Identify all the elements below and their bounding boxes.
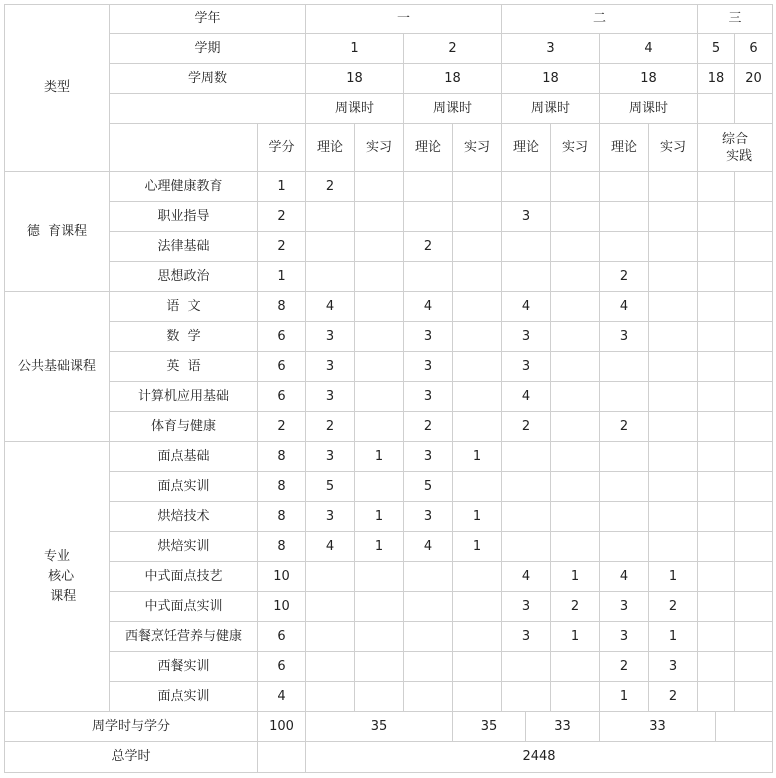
- practice-hours-cell: 1: [453, 532, 502, 562]
- theory-hours-cell: [600, 172, 649, 202]
- course-credit: 8: [258, 532, 306, 562]
- theory-hours-cell: [600, 232, 649, 262]
- course-name: 中式面点实训: [110, 592, 258, 622]
- weekly-total-value: 35: [306, 712, 453, 742]
- comprehensive-cell: [735, 592, 773, 622]
- theory-hours-cell: 3: [404, 502, 453, 532]
- practice-hours-cell: [453, 412, 502, 442]
- theory-hours-cell: [404, 202, 453, 232]
- comprehensive-cell: [698, 622, 735, 652]
- theory-hours-cell: [306, 562, 355, 592]
- practice-hours-cell: [649, 262, 698, 292]
- comprehensive-cell: [698, 442, 735, 472]
- blank-header-cell: [110, 94, 306, 124]
- weeks-sem-3: 18: [502, 64, 600, 94]
- theory-hours-cell: 4: [502, 382, 551, 412]
- practice-hours-cell: 1: [355, 532, 404, 562]
- theory-hours-cell: [600, 442, 649, 472]
- comprehensive-cell: [698, 382, 735, 412]
- course-credit: 2: [258, 202, 306, 232]
- comprehensive-cell: [735, 472, 773, 502]
- practice-hours-cell: [355, 292, 404, 322]
- practice-hours-cell: [453, 652, 502, 682]
- blank-footer-cell: [258, 742, 306, 773]
- practice-header: 实习: [551, 124, 600, 172]
- practice-hours-cell: [551, 472, 600, 502]
- semester-4: 4: [600, 34, 698, 64]
- practice-hours-cell: [551, 382, 600, 412]
- practice-hours-cell: 3: [649, 652, 698, 682]
- practice-hours-cell: [355, 472, 404, 502]
- weekly-hours-label: 周课时: [502, 94, 600, 124]
- practice-hours-cell: 1: [649, 562, 698, 592]
- comprehensive-cell: [735, 682, 773, 712]
- semester-3: 3: [502, 34, 600, 64]
- theory-hours-cell: 1: [600, 682, 649, 712]
- theory-hours-cell: 4: [502, 292, 551, 322]
- course-name: 体育与健康: [110, 412, 258, 442]
- practice-hours-cell: [551, 322, 600, 352]
- semester-6: 6: [735, 34, 773, 64]
- theory-hours-cell: 3: [600, 622, 649, 652]
- practice-hours-cell: 1: [355, 442, 404, 472]
- comprehensive-cell: [735, 292, 773, 322]
- theory-hours-cell: [306, 592, 355, 622]
- course-name: 语 文: [110, 292, 258, 322]
- course-credit: 6: [258, 352, 306, 382]
- course-credit: 4: [258, 682, 306, 712]
- course-credit: 1: [258, 262, 306, 292]
- total-hours-value: 2448: [306, 742, 773, 773]
- comprehensive-cell: [735, 382, 773, 412]
- weekly-hours-label: 周课时: [404, 94, 502, 124]
- theory-hours-cell: [502, 682, 551, 712]
- practice-hours-cell: [649, 292, 698, 322]
- theory-hours-cell: 2: [306, 412, 355, 442]
- comprehensive-cell: [735, 172, 773, 202]
- theory-hours-cell: 3: [600, 322, 649, 352]
- theory-hours-cell: 3: [404, 352, 453, 382]
- course-name: 职业指导: [110, 202, 258, 232]
- comprehensive-cell: [698, 262, 735, 292]
- practice-hours-cell: [649, 172, 698, 202]
- course-name: 中式面点技艺: [110, 562, 258, 592]
- theory-hours-cell: 2: [404, 412, 453, 442]
- practice-hours-cell: [551, 172, 600, 202]
- theory-header: 理论: [404, 124, 453, 172]
- practice-hours-cell: [551, 232, 600, 262]
- theory-hours-cell: 4: [502, 562, 551, 592]
- practice-hours-cell: 2: [649, 682, 698, 712]
- course-credit: 6: [258, 322, 306, 352]
- weekly-total-credit: 100: [258, 712, 306, 742]
- course-credit: 8: [258, 292, 306, 322]
- course-name: 烘焙实训: [110, 532, 258, 562]
- comprehensive-cell: [698, 352, 735, 382]
- weekly-total-value: 33: [526, 712, 600, 742]
- practice-hours-cell: [551, 532, 600, 562]
- practice-hours-cell: 1: [453, 502, 502, 532]
- course-name: 英 语: [110, 352, 258, 382]
- comprehensive-cell: [735, 562, 773, 592]
- year-1: 一: [306, 4, 502, 34]
- comprehensive-cell: [698, 292, 735, 322]
- practice-hours-cell: [355, 592, 404, 622]
- semester-1: 1: [306, 34, 404, 64]
- course-credit: 1: [258, 172, 306, 202]
- practice-hours-cell: [453, 322, 502, 352]
- theory-header: 理论: [306, 124, 355, 172]
- course-name: 法律基础: [110, 232, 258, 262]
- practice-hours-cell: [453, 622, 502, 652]
- practice-header: 实习: [355, 124, 404, 172]
- practice-hours-cell: [453, 562, 502, 592]
- course-credit: 6: [258, 382, 306, 412]
- comprehensive-cell: [735, 412, 773, 442]
- theory-hours-cell: [306, 232, 355, 262]
- theory-hours-cell: 3: [306, 442, 355, 472]
- course-credit: 2: [258, 412, 306, 442]
- weeks-sem-4: 18: [600, 64, 698, 94]
- comprehensive-cell: [735, 622, 773, 652]
- theory-hours-cell: [306, 202, 355, 232]
- course-name: 面点实训: [110, 682, 258, 712]
- credit-header: 学分: [258, 124, 306, 172]
- theory-hours-cell: [502, 652, 551, 682]
- practice-hours-cell: [355, 322, 404, 352]
- practice-hours-cell: [453, 682, 502, 712]
- practice-hours-cell: 1: [453, 442, 502, 472]
- theory-hours-cell: 2: [600, 262, 649, 292]
- practice-hours-cell: [649, 232, 698, 262]
- comprehensive-cell: [698, 412, 735, 442]
- theory-hours-cell: 3: [600, 592, 649, 622]
- weeks-sem-5: 18: [698, 64, 735, 94]
- comprehensive-cell: [698, 322, 735, 352]
- theory-hours-cell: [306, 262, 355, 292]
- theory-hours-cell: 4: [404, 532, 453, 562]
- theory-hours-cell: [600, 202, 649, 232]
- theory-header: 理论: [600, 124, 649, 172]
- weekly-hours-label: 周课时: [306, 94, 404, 124]
- course-credit: 10: [258, 592, 306, 622]
- practice-hours-cell: [551, 682, 600, 712]
- blank-footer-cell: [716, 712, 773, 742]
- weeks-sem-2: 18: [404, 64, 502, 94]
- theory-hours-cell: 3: [404, 442, 453, 472]
- practice-hours-cell: [649, 412, 698, 442]
- practice-hours-cell: [649, 442, 698, 472]
- semester-label: 学期: [110, 34, 306, 64]
- weeks-sem-6: 20: [735, 64, 773, 94]
- practice-header: 实习: [453, 124, 502, 172]
- practice-hours-cell: 1: [649, 622, 698, 652]
- practice-hours-cell: [355, 262, 404, 292]
- comprehensive-cell: [735, 202, 773, 232]
- practice-hours-cell: [453, 232, 502, 262]
- theory-hours-cell: 5: [404, 472, 453, 502]
- theory-hours-cell: [404, 592, 453, 622]
- blank-header-cell: [110, 124, 258, 172]
- blank-header-cell: [735, 94, 773, 124]
- course-name: 面点实训: [110, 472, 258, 502]
- practice-hours-cell: [453, 292, 502, 322]
- comprehensive-practice-header: 综合 实践: [698, 124, 773, 172]
- practice-hours-cell: [649, 532, 698, 562]
- comprehensive-cell: [735, 652, 773, 682]
- comprehensive-cell: [735, 262, 773, 292]
- year-3: 三: [698, 4, 773, 34]
- practice-hours-cell: [453, 472, 502, 502]
- theory-hours-cell: [404, 682, 453, 712]
- practice-hours-cell: [453, 262, 502, 292]
- course-name: 烘焙技术: [110, 502, 258, 532]
- year-2: 二: [502, 4, 698, 34]
- theory-hours-cell: 2: [600, 652, 649, 682]
- theory-hours-cell: 3: [306, 352, 355, 382]
- practice-hours-cell: [551, 442, 600, 472]
- course-credit: 8: [258, 442, 306, 472]
- practice-hours-cell: [649, 202, 698, 232]
- weekly-total-value: 35: [453, 712, 526, 742]
- theory-hours-cell: 3: [502, 322, 551, 352]
- practice-hours-cell: [453, 592, 502, 622]
- practice-hours-cell: [649, 472, 698, 502]
- theory-hours-cell: [502, 472, 551, 502]
- course-credit: 6: [258, 652, 306, 682]
- semester-5: 5: [698, 34, 735, 64]
- practice-hours-cell: [551, 292, 600, 322]
- theory-hours-cell: 3: [502, 622, 551, 652]
- theory-hours-cell: [306, 682, 355, 712]
- comprehensive-cell: [735, 442, 773, 472]
- comprehensive-cell: [698, 592, 735, 622]
- practice-hours-cell: [453, 202, 502, 232]
- theory-hours-cell: [600, 382, 649, 412]
- practice-hours-cell: 1: [551, 622, 600, 652]
- total-hours-label: 总学时: [4, 742, 258, 773]
- theory-hours-cell: 3: [502, 592, 551, 622]
- course-credit: 2: [258, 232, 306, 262]
- theory-hours-cell: 2: [404, 232, 453, 262]
- practice-hours-cell: [355, 412, 404, 442]
- theory-hours-cell: [502, 172, 551, 202]
- practice-hours-cell: [355, 622, 404, 652]
- comprehensive-cell: [698, 562, 735, 592]
- practice-hours-cell: [649, 322, 698, 352]
- practice-hours-cell: [453, 352, 502, 382]
- type-header: 类型: [4, 4, 110, 172]
- comprehensive-cell: [735, 352, 773, 382]
- theory-hours-cell: [404, 562, 453, 592]
- practice-hours-cell: [649, 502, 698, 532]
- theory-hours-cell: [502, 262, 551, 292]
- weekly-total-value: 33: [600, 712, 716, 742]
- weekly-hours-label: 周课时: [600, 94, 698, 124]
- course-name: 思想政治: [110, 262, 258, 292]
- theory-header: 理论: [502, 124, 551, 172]
- category-label: 公共基础课程: [4, 292, 110, 442]
- practice-hours-cell: [355, 652, 404, 682]
- theory-hours-cell: 3: [306, 502, 355, 532]
- theory-hours-cell: 4: [306, 532, 355, 562]
- theory-hours-cell: [502, 532, 551, 562]
- course-name: 面点基础: [110, 442, 258, 472]
- practice-hours-cell: [355, 562, 404, 592]
- practice-hours-cell: [551, 202, 600, 232]
- comprehensive-cell: [698, 202, 735, 232]
- category-label: 德 育课程: [4, 172, 110, 292]
- weeks-label: 学周数: [110, 64, 306, 94]
- theory-hours-cell: [502, 502, 551, 532]
- theory-hours-cell: 4: [600, 292, 649, 322]
- theory-hours-cell: 4: [306, 292, 355, 322]
- practice-hours-cell: [355, 682, 404, 712]
- weeks-sem-1: 18: [306, 64, 404, 94]
- theory-hours-cell: [404, 262, 453, 292]
- category-label: 专业 核心 课程: [4, 442, 110, 712]
- practice-hours-cell: [453, 172, 502, 202]
- theory-hours-cell: 3: [404, 322, 453, 352]
- theory-hours-cell: 4: [404, 292, 453, 322]
- comprehensive-cell: [735, 232, 773, 262]
- comprehensive-cell: [698, 532, 735, 562]
- theory-hours-cell: [404, 172, 453, 202]
- practice-hours-cell: [551, 652, 600, 682]
- year-label: 学年: [110, 4, 306, 34]
- theory-hours-cell: 3: [306, 382, 355, 412]
- comprehensive-cell: [698, 652, 735, 682]
- practice-hours-cell: 2: [649, 592, 698, 622]
- theory-hours-cell: 4: [600, 562, 649, 592]
- practice-hours-cell: [551, 352, 600, 382]
- course-credit: 10: [258, 562, 306, 592]
- practice-hours-cell: 1: [355, 502, 404, 532]
- theory-hours-cell: 2: [502, 412, 551, 442]
- theory-hours-cell: 3: [306, 322, 355, 352]
- theory-hours-cell: [306, 652, 355, 682]
- practice-hours-cell: [551, 502, 600, 532]
- theory-hours-cell: 3: [502, 202, 551, 232]
- comprehensive-cell: [698, 232, 735, 262]
- practice-hours-cell: [453, 382, 502, 412]
- theory-hours-cell: [306, 622, 355, 652]
- practice-hours-cell: 1: [551, 562, 600, 592]
- comprehensive-cell: [735, 322, 773, 352]
- course-name: 心理健康教育: [110, 172, 258, 202]
- practice-hours-cell: [649, 382, 698, 412]
- practice-hours-cell: [649, 352, 698, 382]
- theory-hours-cell: [600, 352, 649, 382]
- theory-hours-cell: [404, 652, 453, 682]
- practice-header: 实习: [649, 124, 698, 172]
- blank-header-cell: [698, 94, 735, 124]
- comprehensive-cell: [735, 532, 773, 562]
- course-name: 西餐实训: [110, 652, 258, 682]
- theory-hours-cell: [600, 502, 649, 532]
- theory-hours-cell: 2: [306, 172, 355, 202]
- theory-hours-cell: [600, 472, 649, 502]
- course-credit: 6: [258, 622, 306, 652]
- course-name: 数 学: [110, 322, 258, 352]
- practice-hours-cell: [355, 352, 404, 382]
- semester-2: 2: [404, 34, 502, 64]
- theory-hours-cell: [502, 232, 551, 262]
- theory-hours-cell: [404, 622, 453, 652]
- practice-hours-cell: 2: [551, 592, 600, 622]
- practice-hours-cell: [551, 262, 600, 292]
- course-credit: 8: [258, 472, 306, 502]
- theory-hours-cell: [600, 532, 649, 562]
- practice-hours-cell: [551, 412, 600, 442]
- theory-hours-cell: [502, 442, 551, 472]
- course-name: 西餐烹饪营养与健康: [110, 622, 258, 652]
- practice-hours-cell: [355, 382, 404, 412]
- practice-hours-cell: [355, 202, 404, 232]
- comprehensive-cell: [698, 472, 735, 502]
- practice-hours-cell: [355, 232, 404, 262]
- comprehensive-cell: [735, 502, 773, 532]
- comprehensive-cell: [698, 502, 735, 532]
- theory-hours-cell: 5: [306, 472, 355, 502]
- comprehensive-cell: [698, 172, 735, 202]
- course-credit: 8: [258, 502, 306, 532]
- practice-hours-cell: [355, 172, 404, 202]
- theory-hours-cell: 3: [502, 352, 551, 382]
- theory-hours-cell: 3: [404, 382, 453, 412]
- theory-hours-cell: 2: [600, 412, 649, 442]
- comprehensive-cell: [698, 682, 735, 712]
- weekly-total-label: 周学时与学分: [4, 712, 258, 742]
- course-name: 计算机应用基础: [110, 382, 258, 412]
